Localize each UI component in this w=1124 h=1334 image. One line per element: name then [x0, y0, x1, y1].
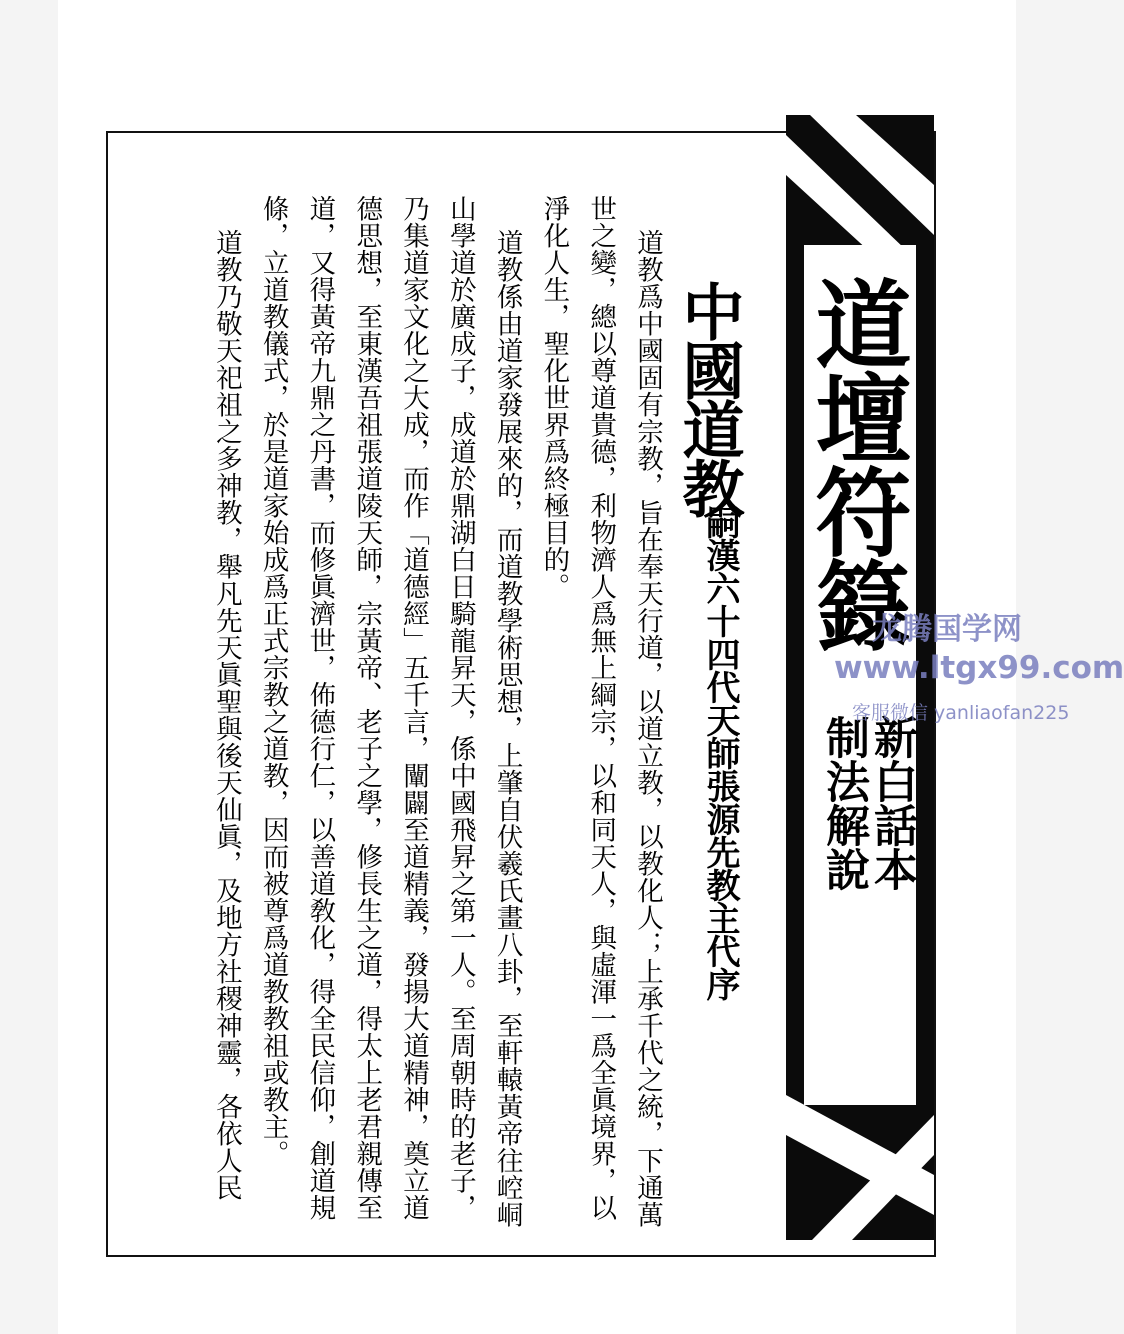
paragraph-3: 道教乃敬天祀祖之多神教，舉凡先天眞聖與後天仙眞，及地方社稷神靈，各依人民 [210, 229, 242, 1202]
author-line: 嗣漢六十四代天師張源先教主代序 [700, 505, 740, 1000]
paragraph-2: 道教係由道家發展來的，而道教學術思想，上肇自伏羲氏畫八卦，至軒轅黃帝往崆峒山學道於廣成子，成道於鼎湖白日騎龍昇天，係中國飛昇之第一人。至周朝時的老子，乃集道家文化之大成，而作「道德經」五千言，闡闢至道精義，發揚大道精神，奠立道德思想，至東漢吾祖張道陵天師，宗黃帝、老子之學，修長生之道，得太上老君親傳至道，又得黃帝九鼎之丹書，而修眞濟世，佈德行仁，以善道敎化，得全民信仰，創道規條，立道教儀式，於是道家始成爲正式宗教之道教，因而被尊爲道教教祖或教主。 [257, 195, 523, 1229]
watermark-url: www.ltgx99.com [834, 650, 1124, 686]
subtitle-line-2: 制法解說 [818, 715, 869, 891]
body-text [180, 195, 670, 1235]
watermark-contact: 客服微信 yanliaofan225 [852, 702, 1070, 724]
watermark-site-name: 龙腾国学网 [872, 612, 1022, 647]
section-heading: 中國道教 [672, 280, 745, 516]
subtitle-line-1: 新白話本 [866, 715, 917, 891]
paragraph-1: 道教爲中國固有宗教，旨在奉天行道，以道立教，以教化人；上承千代之統，下通萬世之變，總以尊道貴德，利物濟人爲無上綱宗，以和同天人，與虛渾一爲全眞境界，以淨化人生，聖化世界爲終極目的。 [538, 195, 663, 1229]
main-title: 道壇符籙 [800, 275, 912, 651]
